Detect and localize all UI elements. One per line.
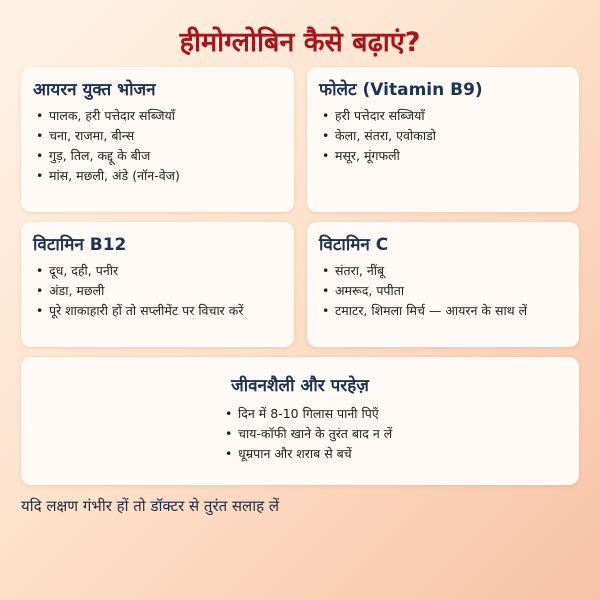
list-item: • अमरूद, पपीता — [319, 281, 567, 301]
vitamin-b12-list — [33, 261, 282, 321]
vitamin-c-list — [319, 261, 567, 321]
vitamin-b12-card — [21, 222, 294, 347]
list-item: • दूध, दही, पनीर — [33, 261, 282, 281]
list-item: • मांस, मछली, अंडे (नॉन-वेज) — [33, 166, 282, 186]
iron-food-list — [33, 106, 282, 186]
list-item: • गुड़, तिल, कद्दू के बीज — [33, 146, 282, 166]
card-heading: आयरन युक्त भोजन — [33, 80, 156, 100]
list-item: • केला, संतरा, एवोकाडो — [319, 126, 567, 146]
list-item: • पूरे शाकाहारी हों तो सप्लीमेंट पर विचार करें — [33, 301, 282, 321]
card-heading: फोलेट (Vitamin B9) — [319, 80, 483, 100]
lifestyle-list — [222, 404, 412, 464]
list-item: • संतरा, नींबू — [319, 261, 567, 281]
vitamin-c-card — [307, 222, 579, 347]
list-item: • चना, राजमा, बीन्स — [33, 126, 282, 146]
list-item: • हरी पत्तेदार सब्जियाँ — [319, 106, 567, 126]
folate-card — [307, 67, 579, 212]
list-item: • मसूर, मूंगफली — [319, 146, 567, 166]
folate-list — [319, 106, 567, 166]
iron-rich-food-card — [21, 67, 294, 212]
list-item: • टमाटर, शिमला मिर्च — आयरन के साथ लें — [319, 301, 567, 321]
page-title: हीमोग्लोबिन कैसे बढ़ाएं? — [179, 27, 421, 58]
card-heading: जीवनशैली और परहेज़ — [231, 376, 369, 396]
card-heading: विटामिन C — [319, 235, 389, 255]
list-item: • अंडा, मछली — [33, 281, 282, 301]
card-heading: विटामिन B12 — [33, 235, 127, 255]
list-item: • चाय-कॉफी खाने के तुरंत बाद न लें — [222, 424, 412, 444]
list-item: • दिन में 8-10 गिलास पानी पिएँ — [222, 404, 412, 424]
list-item: • धूम्रपान और शराब से बचें — [222, 444, 412, 464]
lifestyle-card — [21, 357, 579, 485]
doctor-advice-note: यदि लक्षण गंभीर हों तो डॉक्टर से तुरंत सलाह लें — [21, 497, 280, 515]
list-item: • पालक, हरी पत्तेदार सब्जियाँ — [33, 106, 282, 126]
